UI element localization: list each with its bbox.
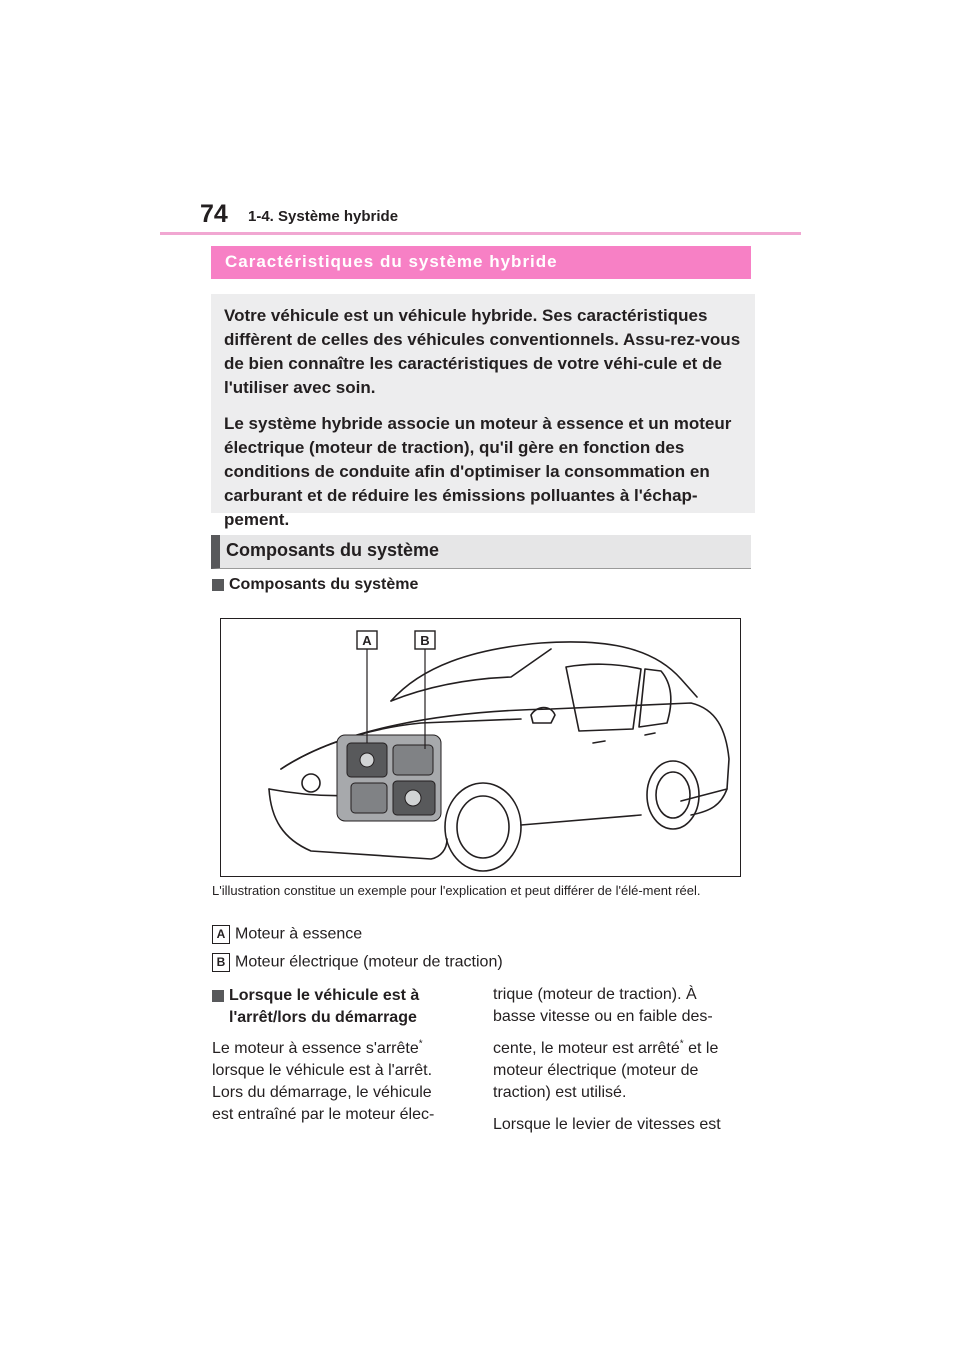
right-line-3-text: cente, le moteur est arrêté <box>493 1040 680 1057</box>
left-line-3: Lors du démarrage, le véhicule <box>212 1084 432 1101</box>
components-heading-text: Composants du système <box>229 576 419 593</box>
stop-start-heading-line2: l'arrêt/lors du démarrage <box>229 1009 417 1026</box>
legend-item-b <box>212 953 503 977</box>
right-line-5: traction) est utilisé. <box>493 1084 627 1101</box>
callout-a <box>357 631 377 649</box>
stop-start-heading <box>212 985 482 1029</box>
right-column-text <box>493 984 758 1136</box>
intro-box <box>211 294 755 529</box>
left-line-1 <box>212 1038 472 1060</box>
page-number: 74 <box>200 200 228 228</box>
intro-paragraph-2: Le système hybride associe un moteur à essence et un moteur électrique (moteur de traction), qu'il gère en fonction des conditions de conduite afin d'optimiser la consommation en carburant et de réduire les émissions polluantes à l'échap-pement. <box>224 414 732 529</box>
components-heading <box>212 574 418 596</box>
rocker-icon <box>521 815 641 825</box>
intro-paragraph-1: Votre véhicule est un véhicule hybride. Ses caractéristiques diffèrent de celles des véhicules conventionnels. Assu-rez-vous de bien connaître les caractéristiques de votre véhi-cule et de l'utiliser avec soin. <box>224 306 741 397</box>
right-line-6: Lorsque le levier de vitesses est <box>493 1116 721 1133</box>
legend-badge-b: B <box>212 953 230 972</box>
right-line-3 <box>493 1038 758 1060</box>
rear-window-icon <box>639 669 671 727</box>
legend-item-a <box>212 925 362 949</box>
header-rule <box>160 232 801 235</box>
stop-start-heading-line1: Lorsque le véhicule est à <box>229 987 420 1004</box>
right-line-3-end: et le <box>683 1040 719 1057</box>
legend-text-b: Moteur électrique (moteur de traction) <box>235 953 503 971</box>
rear-rim-icon <box>656 772 690 818</box>
headlight-icon <box>302 774 320 792</box>
right-line-4: moteur électrique (moteur de <box>493 1062 699 1079</box>
square-bullet-icon <box>212 990 224 1002</box>
left-line-4: est entraîné par le moteur élec- <box>212 1106 435 1123</box>
legend-badge-a: A <box>212 925 230 944</box>
right-line-2: basse vitesse ou en faible des- <box>493 1008 713 1025</box>
left-line-2: lorsque le véhicule est à l'arrêt. <box>212 1062 433 1079</box>
car-drawing <box>221 619 742 878</box>
hybrid-car-illustration <box>220 618 741 877</box>
windshield-icon <box>391 649 551 701</box>
figure-caption: L'illustration constitue un exemple pour l'explication et peut différer de l'élé-ment réel. <box>212 883 701 898</box>
right-line-1: trique (moteur de traction). À <box>493 986 697 1003</box>
left-line-1-text: Le moteur à essence s'arrête <box>212 1040 419 1057</box>
legend-text-a: Moteur à essence <box>235 925 363 943</box>
left-column-text <box>212 1038 472 1126</box>
footnote-marker: * <box>418 1038 423 1050</box>
door-handle-rear-icon <box>645 733 655 735</box>
callout-b <box>415 631 435 649</box>
subsection-title: Composants du système <box>211 535 751 569</box>
side-window-icon <box>566 664 641 731</box>
door-handle-icon <box>593 741 605 743</box>
footnote-marker: * <box>679 1038 684 1050</box>
section-title: Caractéristiques du système hybride <box>211 246 751 279</box>
callout-a-label: A <box>362 633 372 648</box>
square-bullet-icon <box>212 579 224 591</box>
callout-b-label: B <box>420 633 430 648</box>
chapter-title: 1-4. Système hybride <box>248 208 399 225</box>
front-rim-icon <box>457 796 509 858</box>
roof-line-icon <box>391 642 697 701</box>
